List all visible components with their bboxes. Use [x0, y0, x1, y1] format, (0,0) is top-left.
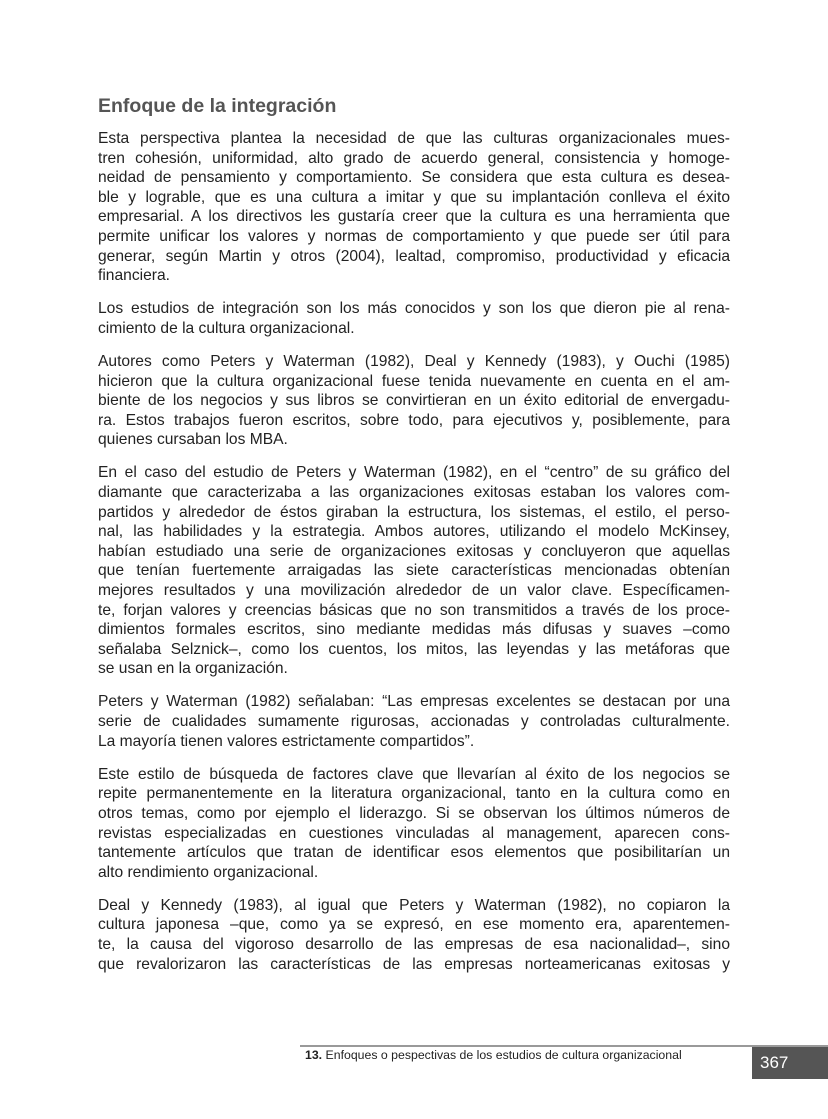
text-line: Deal y Kennedy (1983), al igual que Peters y Waterman (1982), no copiaron la	[98, 896, 730, 914]
paragraph	[98, 129, 730, 286]
text-line: serie de cualidades sumamente rigurosas, accionadas y controladas culturalmente.	[98, 713, 730, 731]
text-line: tantemente artículos que tratan de identificar esos elementos que posibilitarían un	[98, 844, 730, 862]
text-line: mejores resultados y una movilización alrededor de un valor clave. Específicamen-	[98, 581, 730, 599]
text-line: empresarial. A los directivos les gustaría creer que la cultura es una herramienta que	[98, 208, 730, 226]
text-line: señalaba Selznick–, como los cuentos, los mitos, las leyendas y las metáforas que	[98, 640, 730, 658]
text-line: alto rendimiento organizacional.	[98, 863, 319, 881]
text-line: generar, según Martin y otros (2004), lealtad, compromiso, productividad y eficacia	[98, 247, 730, 265]
text-line: Peters y Waterman (1982) señalaban: “Las empresas excelentes se destacan por una	[98, 693, 730, 711]
paragraph	[98, 896, 730, 974]
running-footer	[305, 1048, 682, 1062]
text-line: diamante que caracterizaba a las organizaciones exitosas estaban los valores com-	[98, 484, 730, 501]
paragraph	[98, 765, 730, 883]
text-line: otros temas, como por ejemplo el liderazgo. Si se observan los últimos números de	[98, 804, 730, 822]
text-line: se usan en la organización.	[98, 660, 288, 678]
text-line: Esta perspectiva plantea la necesidad de que las culturas organizacionales mues-	[98, 130, 730, 147]
text-line: La mayoría tienen valores estrictamente compartidos”.	[98, 732, 475, 750]
text-line: Los estudios de integración son los más conocidos y son los que dieron pie al rena-	[98, 300, 730, 318]
paragraph	[98, 352, 730, 450]
paragraph	[98, 299, 730, 338]
text-line: hicieron que la cultura organizacional fuese tenida nuevamente en cuenta en el am-	[98, 372, 730, 390]
text-line: cultura japonesa –que, como ya se expresó, en ese momento era, aparentemen-	[98, 916, 730, 934]
text-line: habían estudiado una serie de organizaciones exitosas y concluyeron que aquellas	[98, 542, 730, 560]
text-line: nal, las habilidades y la estrategia. Ambos autores, utilizando el modelo McKinsey,	[98, 523, 730, 541]
text-line: ra. Estos trabajos fueron escritos, sobre todo, para ejecutivos y, posiblemente, para	[98, 411, 730, 429]
section-title: Enfoque de la integración	[98, 95, 337, 117]
text-line: repite permanentemente en la literatura organizacional, tanto en la cultura como en	[98, 785, 730, 803]
text-line: biente de los negocios y sus libros se convirtieran en un éxito editorial de envergadu-	[98, 392, 730, 410]
text-line: neidad de pensamiento y comportamiento. Se considera que esta cultura es desea-	[98, 169, 730, 187]
text-line: que tenían fuertemente arraigadas las siete características mencionadas obtenían	[98, 562, 730, 580]
text-line: tren cohesión, uniformidad, alto grado de acuerdo general, consistencia y homoge-	[98, 149, 730, 167]
page-number: 367	[752, 1047, 828, 1079]
text-line: revistas especializadas en cuestiones vinculadas al management, aparecen cons-	[98, 824, 730, 842]
body-text	[98, 129, 730, 988]
text-line: financiera.	[98, 267, 170, 285]
text-line: permite unificar los valores y normas de comportamiento y que puede ser útil para	[98, 227, 730, 245]
footer-divider	[300, 1045, 828, 1047]
text-line: En el caso del estudio de Peters y Waterman (1982), en el “centro” de su gráfico del	[98, 464, 730, 482]
text-line: ble y lograble, que es una cultura a imitar y que su implantación conlleva el éxito	[98, 188, 730, 206]
text-line: Este estilo de búsqueda de factores clave que llevarían al éxito de los negocios se	[98, 765, 730, 783]
text-line: te, forjan valores y creencias básicas que no son transmitidos a través de los proce-	[98, 601, 730, 619]
chapter-number: 13.	[305, 1048, 323, 1062]
text-line: partidos y alrededor de éstos giraban la estructura, los sistemas, el estilo, el perso-	[98, 503, 730, 521]
text-line: te, la causa del vigoroso desarrollo de las empresas de esa nacionalidad–, sino	[98, 935, 730, 953]
text-line: dimientos formales escritos, sino mediante medidas más difusas y suaves –como	[98, 621, 730, 639]
paragraph	[98, 692, 730, 751]
chapter-title: Enfoques o pespectivas de los estudios de cultura organizacional	[325, 1048, 682, 1062]
text-line: Autores como Peters y Waterman (1982), Deal y Kennedy (1983), y Ouchi (1985)	[98, 352, 730, 370]
paragraph	[98, 463, 730, 679]
text-line: quienes cursaban los MBA.	[98, 431, 288, 449]
text-line: cimiento de la cultura organizacional.	[98, 319, 355, 337]
text-line: que revalorizaron las características de las empresas norteamericanas exitosas y	[98, 955, 730, 973]
